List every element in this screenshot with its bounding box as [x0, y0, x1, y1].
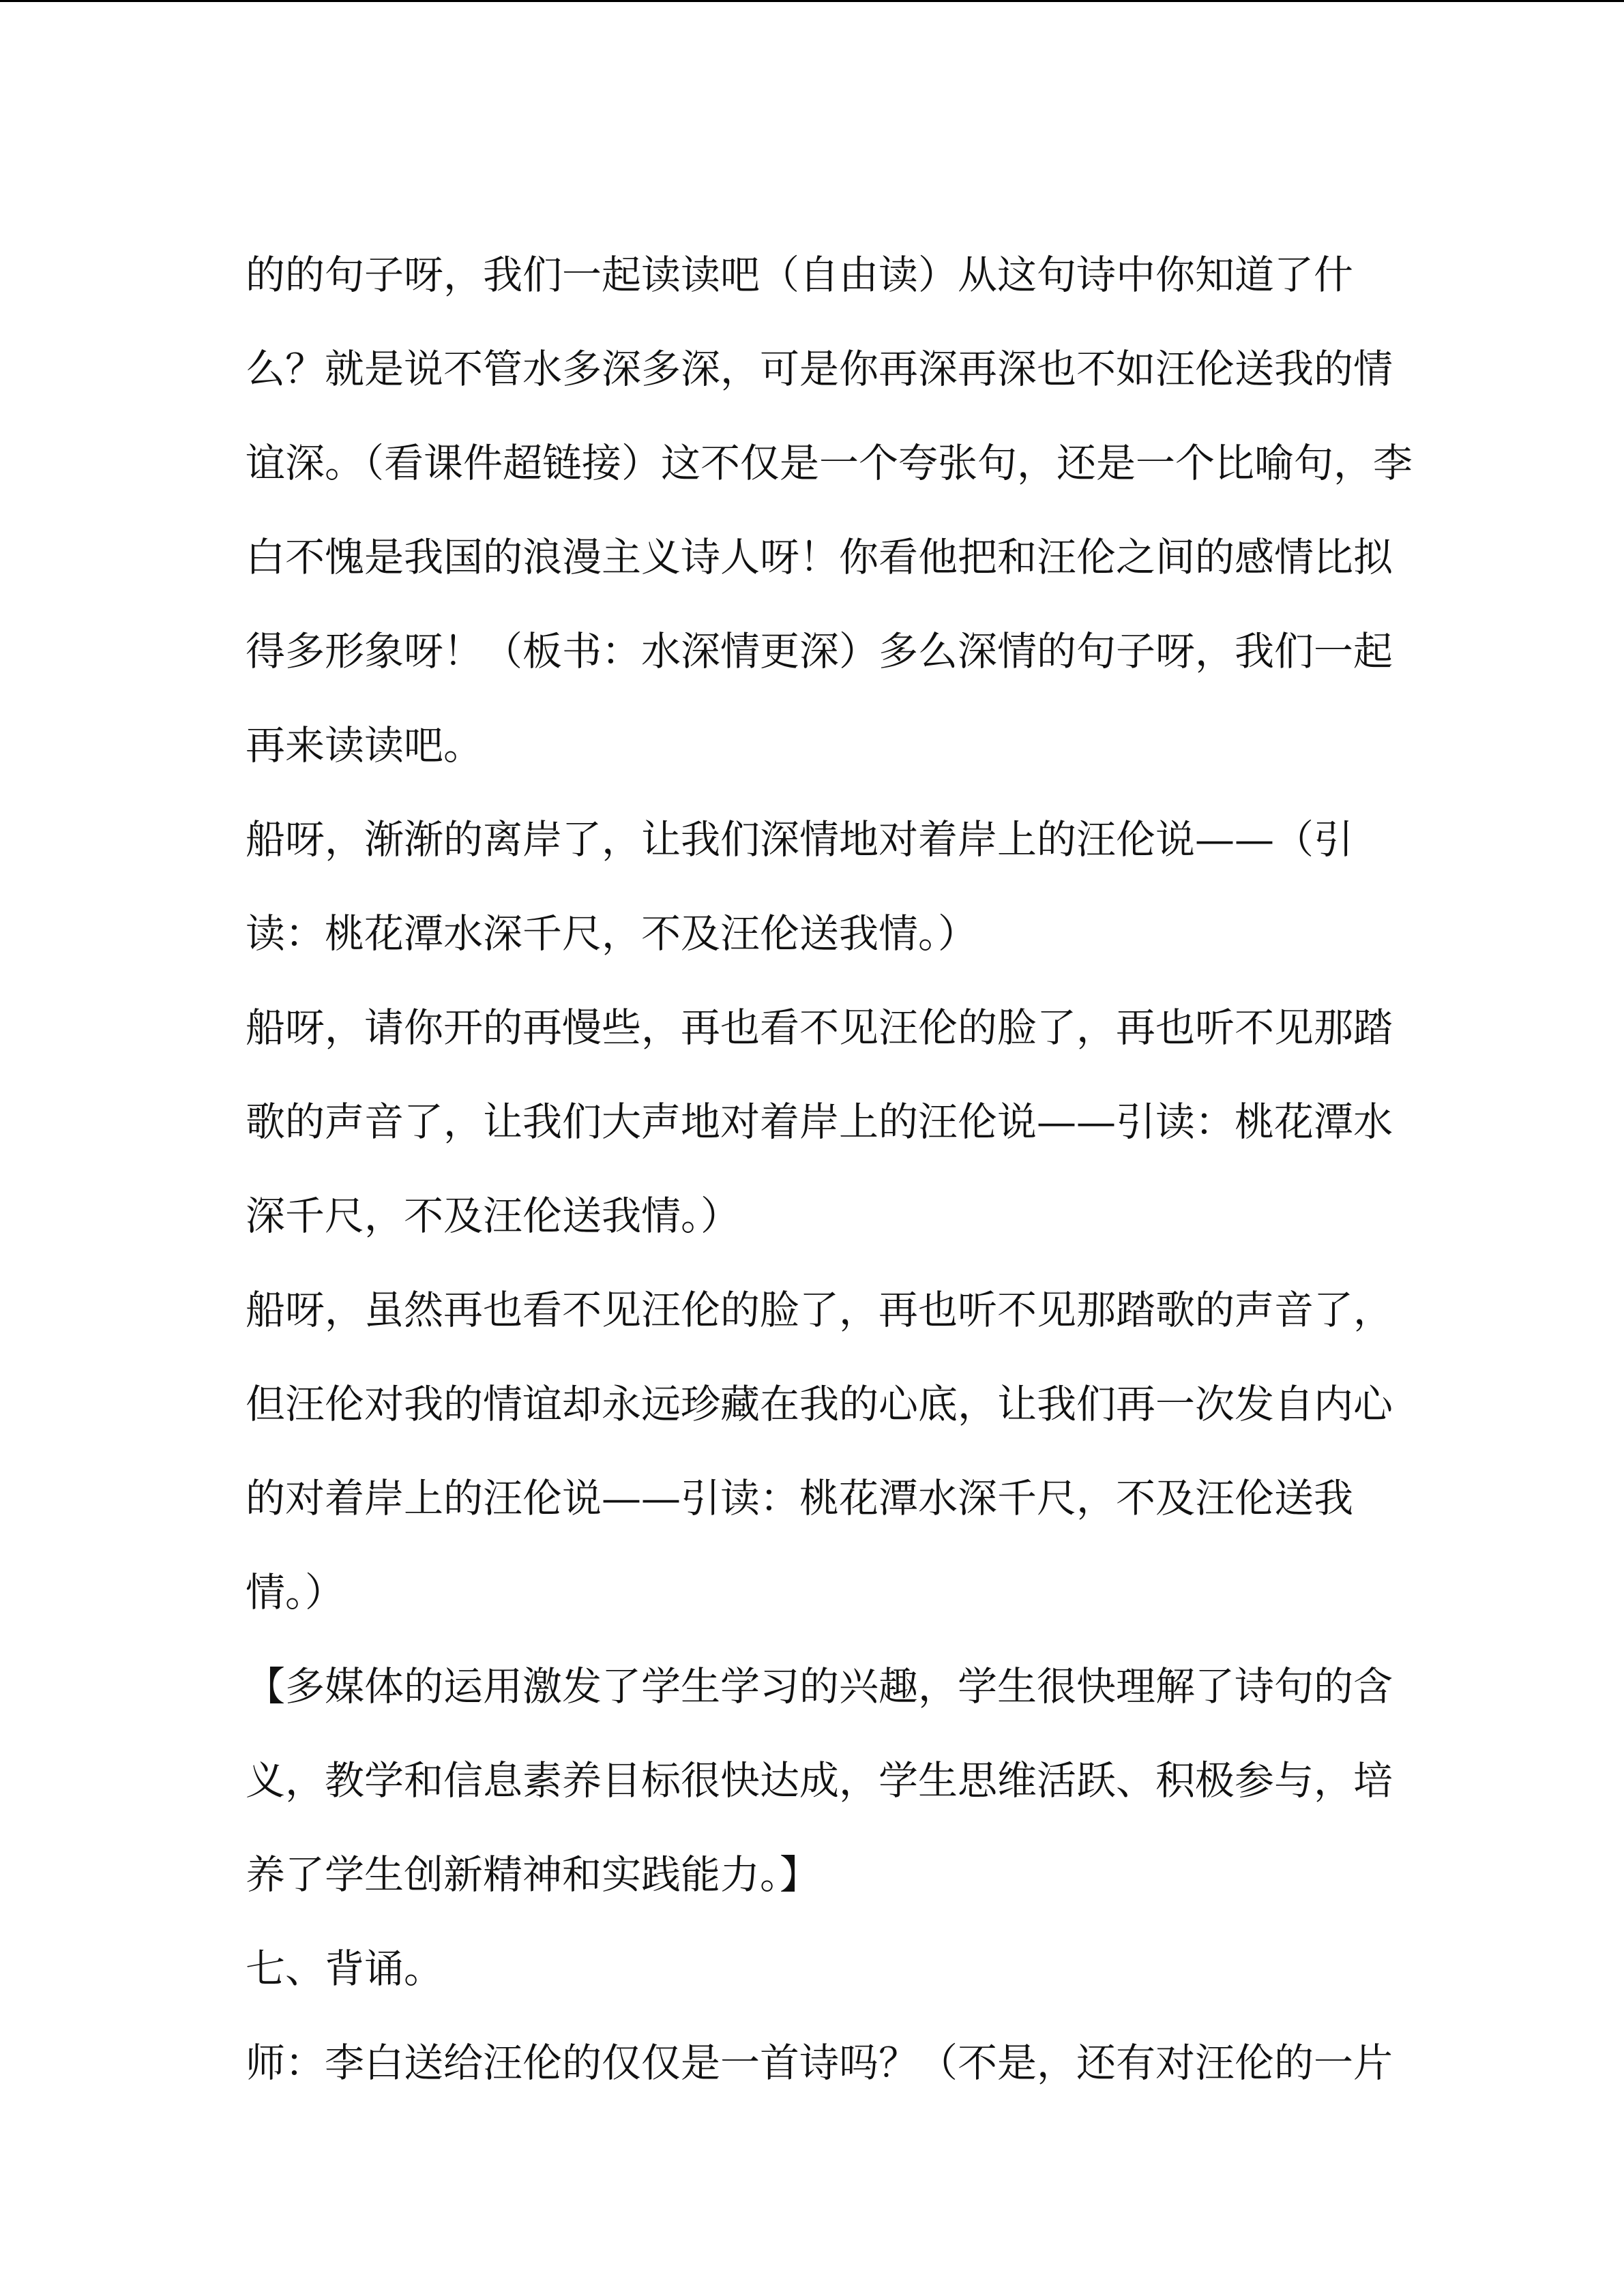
text-line: 【多媒体的运用激发了学生学习的兴趣，学生很快理解了诗句的含: [246, 1663, 1393, 1710]
text-line: 情。）: [246, 1569, 345, 1615]
text-line: 读：桃花潭水深千尺，不及汪伦送我情。）: [246, 910, 978, 957]
text-line: 但汪伦对我的情谊却永远珍藏在我的心底，让我们再一次发自内心: [246, 1381, 1393, 1427]
text-line: 么？就是说不管水多深多深，可是你再深再深也不如汪伦送我的情: [246, 346, 1393, 392]
text-line: 的的句子呀，我们一起读读吧（自由读）从这句诗中你知道了什: [246, 252, 1354, 298]
text-line: 深千尺，不及汪伦送我情。）: [246, 1193, 741, 1239]
text-line: 养了学生创新精神和实践能力。】: [246, 1851, 820, 1898]
text-line: 师：李白送给汪伦的仅仅是一首诗吗？（不是，还有对汪伦的一片: [246, 2040, 1393, 2086]
text-line: 歌的声音了，让我们大声地对着岸上的汪伦说——引读：桃花潭水: [246, 1099, 1393, 1145]
text-line: 船呀，渐渐的离岸了，让我们深情地对着岸上的汪伦说——（引: [246, 816, 1354, 863]
page-top-border: [0, 0, 1624, 2]
text-line: 谊深。（看课件超链接）这不仅是一个夸张句，还是一个比喻句，李: [246, 440, 1413, 486]
section-heading: 七、背诵。: [246, 1945, 444, 1992]
document-body: [246, 228, 1413, 2110]
text-line: 船呀，虽然再也看不见汪伦的脸了，再也听不见那踏歌的声音了，: [246, 1287, 1393, 1333]
text-line: 船呀，请你开的再慢些，再也看不见汪伦的脸了，再也听不见那踏: [246, 1004, 1393, 1051]
text-line: 再来读读吧。: [246, 722, 484, 769]
text-line: 得多形象呀！（板书：水深情更深）多么深情的句子呀，我们一起: [246, 628, 1393, 674]
text-line: 白不愧是我国的浪漫主义诗人呀！你看他把和汪伦之间的感情比拟: [246, 534, 1393, 580]
text-line: 义，教学和信息素养目标很快达成，学生思维活跃、积极参与，培: [246, 1757, 1393, 1804]
text-line: 的对着岸上的汪伦说——引读：桃花潭水深千尺，不及汪伦送我: [246, 1475, 1354, 1521]
